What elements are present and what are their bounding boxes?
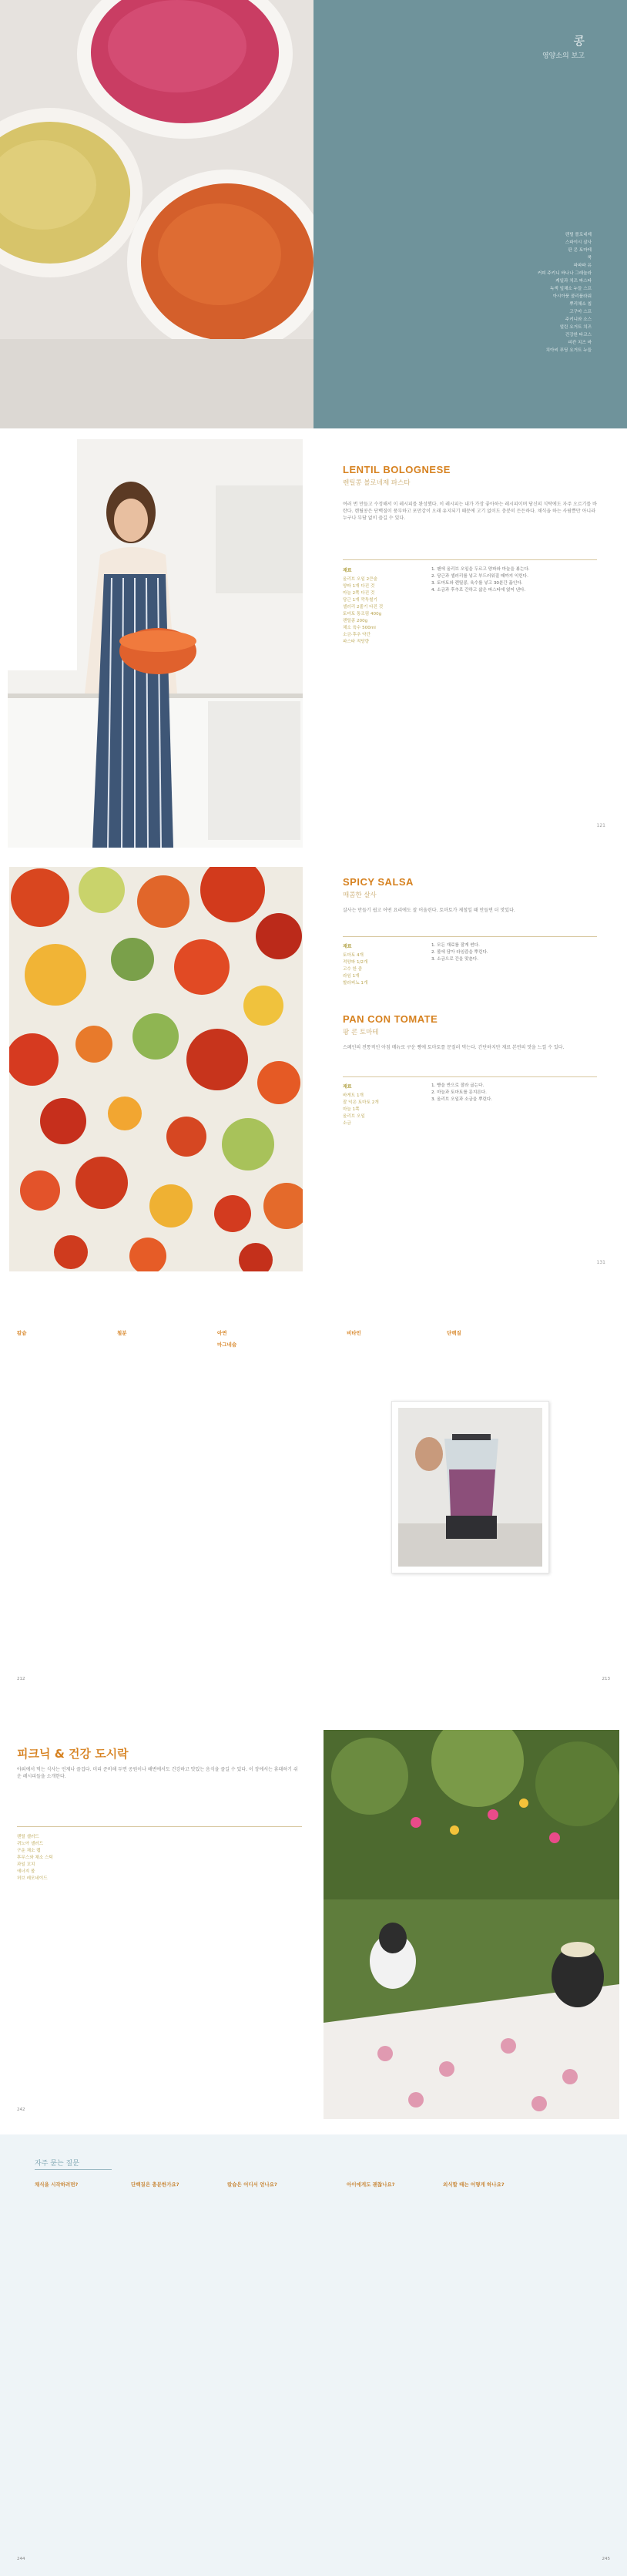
ingredient-item: 적양파 1/2개 bbox=[343, 960, 368, 965]
ingredient-item: 소금 bbox=[343, 1121, 351, 1126]
method-step: 2. 볼에 담아 라임즙을 뿌린다. bbox=[431, 950, 488, 955]
cover-subtitle: 영양소의 보고 bbox=[542, 52, 585, 60]
text-column bbox=[447, 1325, 538, 1338]
text-column bbox=[17, 1325, 108, 1338]
cover-list-item: 스파이시 살사 bbox=[565, 240, 592, 245]
text-column bbox=[117, 1325, 208, 1338]
page-number: 121 bbox=[596, 823, 605, 828]
spread-lentil-bolognese bbox=[0, 439, 627, 848]
method-step: 3. 토마토와 렌틸콩, 육수를 넣고 30분간 끓인다. bbox=[431, 581, 523, 586]
faq-question: 단백질은 충분한가요? bbox=[131, 2181, 179, 2188]
section-divider bbox=[35, 2169, 112, 2170]
spread-picnic bbox=[0, 1718, 627, 2127]
method-step: 1. 모든 재료를 잘게 썬다. bbox=[431, 943, 480, 948]
pan-ingredients bbox=[343, 1083, 424, 1127]
page-number: 242 bbox=[17, 2107, 25, 2112]
section-heading: 아연 bbox=[217, 1330, 227, 1336]
ingredient-item: 할라피뇨 1개 bbox=[343, 981, 368, 986]
page-number-right: 245 bbox=[602, 2557, 610, 2561]
section-heading: 비타민 bbox=[347, 1330, 361, 1336]
section-heading: 철분 bbox=[117, 1330, 127, 1336]
ingredient-item: 셀러리 2줄기 다진 것 bbox=[343, 605, 384, 610]
kitchen-illustration bbox=[8, 439, 303, 848]
ingredients-block bbox=[343, 566, 424, 646]
picnic-list-item: 과일 꼬치 bbox=[17, 1862, 35, 1867]
picnic-list-item: 허브 레모네이드 bbox=[17, 1876, 48, 1881]
salsa-method bbox=[431, 942, 597, 963]
ingredient-item: 소금·후추 약간 bbox=[343, 633, 370, 637]
method-step: 3. 소금으로 간을 맞춘다. bbox=[431, 957, 479, 962]
section-divider bbox=[343, 559, 597, 560]
ingredient-item: 파스타 적당량 bbox=[343, 640, 370, 644]
ingredient-item: 올리브 오일 bbox=[343, 1114, 365, 1119]
picnic-intro: 야외에서 먹는 식사는 언제나 즐겁다. 미리 준비해 두면 공원이나 해변에서도 건강하고 맛있는 음식을 즐길 수 있다. 이 장에서는 휴대하기 쉬운 레시피들을 소개한다. bbox=[17, 1767, 298, 1779]
picnic-photo bbox=[324, 1730, 619, 2119]
faq-column bbox=[35, 2177, 119, 2190]
ingredient-item: 바게트 1개 bbox=[343, 1093, 364, 1098]
pan-subtitle: 팡 콘 토마테 bbox=[343, 1029, 379, 1036]
section-divider bbox=[343, 936, 597, 937]
faq-header: 자주 묻는 질문 bbox=[35, 2160, 79, 2168]
salsa-intro: 살사는 만들기 쉽고 어떤 요리에도 잘 어울린다. 토마토가 제철일 때 만들면 더 맛있다. bbox=[343, 908, 515, 913]
cook-portrait-photo bbox=[8, 439, 303, 848]
blender-polaroid bbox=[391, 1401, 549, 1573]
faq-question: 외식할 때는 어떻게 하나요? bbox=[443, 2181, 505, 2188]
faq-column bbox=[347, 2177, 431, 2190]
method-step: 3. 올리브 오일과 소금을 뿌린다. bbox=[431, 1097, 493, 1102]
text-column bbox=[217, 1325, 308, 1351]
method-block bbox=[431, 566, 597, 594]
blender-illustration bbox=[398, 1408, 542, 1567]
spread-salsa bbox=[0, 859, 627, 1279]
page-number-left: 212 bbox=[17, 1677, 25, 1681]
faq-question: 아이에게도 괜찮나요? bbox=[347, 2181, 395, 2188]
text-column bbox=[347, 1325, 438, 1338]
section-divider bbox=[17, 1826, 302, 1827]
cover-list-item: 고구마 스프 bbox=[569, 310, 592, 314]
ingredients-heading: 재료 bbox=[343, 1084, 352, 1090]
cover-list-item: 녹색 잎채소 누들 스프 bbox=[550, 287, 592, 291]
salsa-header bbox=[343, 876, 597, 899]
ingredient-item: 토마토 4개 bbox=[343, 953, 364, 958]
dip-bowls-illustration bbox=[0, 0, 314, 428]
pan-header bbox=[343, 1013, 597, 1036]
spread-faq bbox=[0, 2134, 627, 2576]
tomatoes-photo bbox=[9, 867, 303, 1271]
ingredient-item: 라임 1개 bbox=[343, 974, 360, 979]
ingredients-heading: 재료 bbox=[343, 944, 352, 949]
method-step: 1. 팬에 올리브 오일을 두르고 양파와 마늘을 볶는다. bbox=[431, 567, 530, 572]
picnic-list-item: 구운 채소 랩 bbox=[17, 1849, 41, 1853]
picnic-illustration bbox=[324, 1730, 619, 2119]
section-heading: 마그네슘 bbox=[217, 1342, 237, 1348]
dip-bowls-photo bbox=[0, 0, 314, 428]
picnic-list-item: 후무스와 채소 스틱 bbox=[17, 1856, 53, 1860]
method-step: 2. 당근과 셀러리를 넣고 부드러워질 때까지 익힌다. bbox=[431, 574, 528, 579]
ingredient-item: 양파 1개 다진 것 bbox=[343, 584, 375, 589]
ingredient-item: 잘 익은 토마토 2개 bbox=[343, 1100, 379, 1105]
cover-list-item: 뿌리채소 칩 bbox=[569, 302, 592, 307]
recipe-subtitle: 렌틸콩 볼로네제 파스타 bbox=[343, 479, 411, 487]
tomatoes-illustration bbox=[9, 867, 303, 1271]
faq-column bbox=[443, 2177, 528, 2190]
cover-list-item: 판 콘 토마테 bbox=[568, 248, 592, 253]
ingredient-item: 채소 육수 500ml bbox=[343, 626, 376, 630]
spread-nutrition-text bbox=[0, 1310, 627, 1695]
pan-intro: 스페인의 전통적인 아침 메뉴로 구운 빵에 토마토를 문질러 먹는다. 간단하지만 재료 본연의 맛을 느낄 수 있다. bbox=[343, 1045, 565, 1050]
cover-list-item: 얼린 요거트 치즈 bbox=[559, 325, 592, 330]
ingredient-item: 올리브 오일 2큰술 bbox=[343, 577, 377, 582]
recipe-title: LENTIL BOLOGNESE bbox=[343, 464, 451, 475]
method-step: 1. 빵을 반으로 잘라 굽는다. bbox=[431, 1083, 484, 1088]
cover-list-item: 쿡 bbox=[587, 256, 592, 260]
picnic-recipe-list bbox=[17, 1834, 102, 1882]
method-step: 2. 마늘과 토마토를 문지른다. bbox=[431, 1090, 487, 1095]
section-divider bbox=[343, 1076, 597, 1077]
blender-photo bbox=[398, 1408, 542, 1567]
cover-list-item: 렌틸 볼로네제 bbox=[565, 233, 592, 237]
picnic-list-item: 퀴노아 샐러드 bbox=[17, 1842, 44, 1846]
picnic-title: 피크닉 & 건강 도시락 bbox=[17, 1747, 129, 1761]
ingredient-item: 마늘 1쪽 bbox=[343, 1107, 360, 1112]
ingredient-item: 렌틸콩 200g bbox=[343, 619, 368, 623]
cover-list-item: 아시아풍 콜리플라워 bbox=[552, 294, 592, 299]
picnic-list-item: 렌틸 샐러드 bbox=[17, 1835, 39, 1839]
cover-recipe-list bbox=[507, 231, 592, 354]
recipe-header bbox=[343, 464, 597, 487]
cover-list-item: 건강한 타코스 bbox=[565, 333, 592, 338]
section-heading: 칼슘 bbox=[17, 1330, 27, 1336]
ingredients-heading: 재료 bbox=[343, 568, 352, 573]
page-number-right: 213 bbox=[602, 1677, 610, 1681]
cover-list-item: 커피 주키니 바나나 그래놀라 bbox=[537, 271, 592, 276]
page-number-left: 244 bbox=[17, 2557, 25, 2561]
faq-question: 채식을 시작하려면? bbox=[35, 2181, 79, 2188]
method-step: 4. 소금과 후추로 간하고 삶은 파스타에 얹어 낸다. bbox=[431, 588, 526, 593]
cover-list-item: 피칸 치즈 바 bbox=[568, 341, 592, 345]
picnic-list-item: 에너지 볼 bbox=[17, 1869, 35, 1874]
ingredient-item: 토마토 통조림 400g bbox=[343, 612, 382, 616]
cover-list-item: 케일과 치즈 파스타 bbox=[555, 279, 592, 284]
salsa-title: SPICY SALSA bbox=[343, 876, 414, 888]
pan-title: PAN CON TOMATE bbox=[343, 1013, 438, 1025]
cover-panel bbox=[314, 0, 627, 428]
ingredient-item: 당근 1개 깍둑썰기 bbox=[343, 598, 377, 603]
faq-question: 칼슘은 어디서 얻나요? bbox=[227, 2181, 277, 2188]
cover-title: 콩 bbox=[573, 34, 585, 48]
faq-column bbox=[227, 2177, 312, 2190]
spread-bowls-cover bbox=[0, 0, 627, 428]
recipe-intro: 여러 번 만들고 수정해서 이 레시피를 완성했다. 이 레시피는 내가 가장 좋아하는 레시피이며 당신의 식탁에도 자주 오르기를 바란다. 렌틸콩은 단백질이 풍부하고 포만감이 오래 유지되기 때문에 고기 없이도 충분히 든든하다. 채식을 하는 사람뿐만 아니라 누구나 부담 없이 즐길 수 있다. bbox=[343, 502, 597, 521]
ingredient-item: 고수 한 줌 bbox=[343, 967, 363, 972]
cover-list-item: 주키니와 소스 bbox=[565, 317, 592, 322]
faq-column bbox=[131, 2177, 216, 2190]
section-heading: 단백질 bbox=[447, 1330, 461, 1336]
cover-list-item: 치아씨 푸딩 요거트 누들 bbox=[545, 348, 592, 353]
picnic-header bbox=[17, 1745, 302, 1762]
salsa-ingredients bbox=[343, 942, 424, 987]
cover-list-item: 파파파 유 bbox=[573, 264, 592, 268]
salsa-subtitle: 매콤한 살사 bbox=[343, 892, 377, 899]
ingredient-item: 마늘 2쪽 다진 것 bbox=[343, 591, 375, 596]
pan-method bbox=[431, 1083, 597, 1103]
page-number: 131 bbox=[596, 1260, 605, 1265]
